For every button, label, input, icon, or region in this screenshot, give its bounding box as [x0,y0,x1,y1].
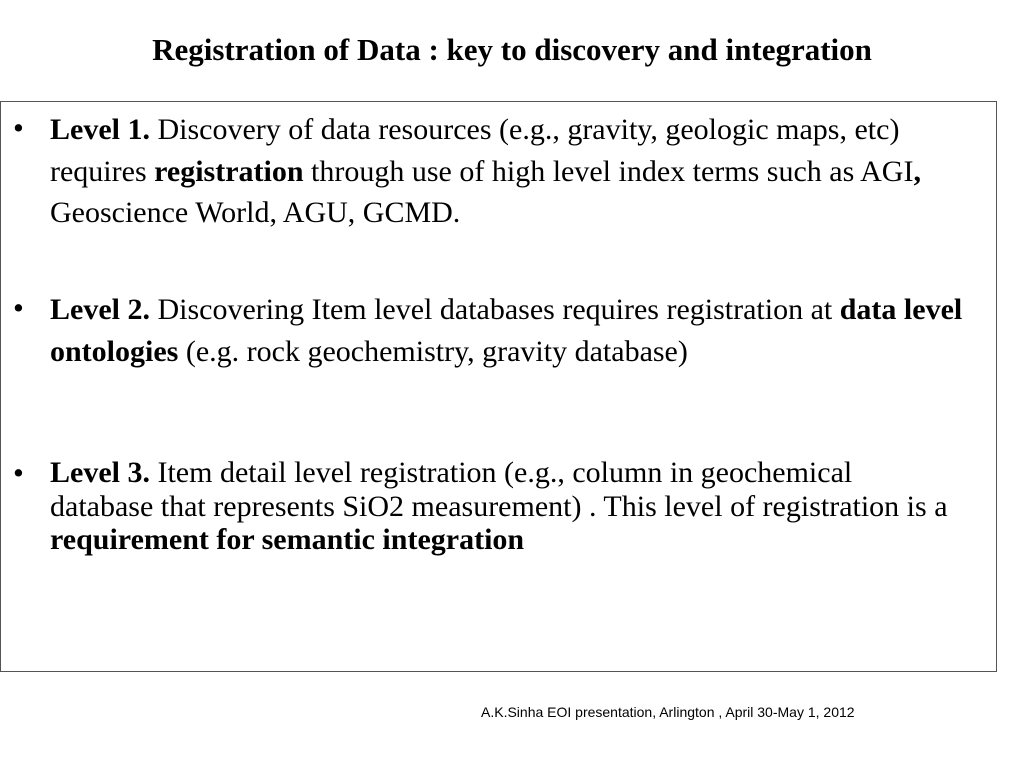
bullet-text-segment: (e.g. rock geochemistry, gravity database) [178,334,688,368]
bullet-marker: • [13,455,24,490]
bullet-label: Level 1. [50,113,150,146]
bullet-label: Level 3. [50,456,150,489]
slide-footer: A.K.Sinha EOI presentation, Arlington , April 30-May 1, 2012 [481,704,855,720]
bullet-level-2 [50,289,995,372]
bullet-text-segment: Item detail level registration (e.g., column in geochemical database that represents SiO2 measurement) . This level of registration is a [50,456,948,523]
slide-title: Registration of Data : key to discovery and integration [152,32,872,67]
bullet-emphasis: registration [154,154,304,188]
bullet-label: Level 2. [50,293,150,326]
bullet-text-segment: through use of high level index terms such as AGI [303,154,914,188]
bullet-level-1 [50,109,955,234]
bullet-marker: • [13,110,24,145]
bullet-emphasis: , [913,154,921,188]
bullet-text-segment: Discovery of data resources (e.g., gravity, geologic maps, etc) requires [50,113,900,188]
bullet-emphasis: data level ontologies [50,293,963,368]
bullet-text-segment: Geoscience World, AGU, GCMD. [50,196,461,229]
bullet-level-3 [50,456,950,557]
bullet-text-segment: Discovering Item level databases requires registration at [149,293,840,326]
bullet-emphasis: requirement for semantic integration [50,523,525,556]
bullet-marker: • [13,290,24,325]
